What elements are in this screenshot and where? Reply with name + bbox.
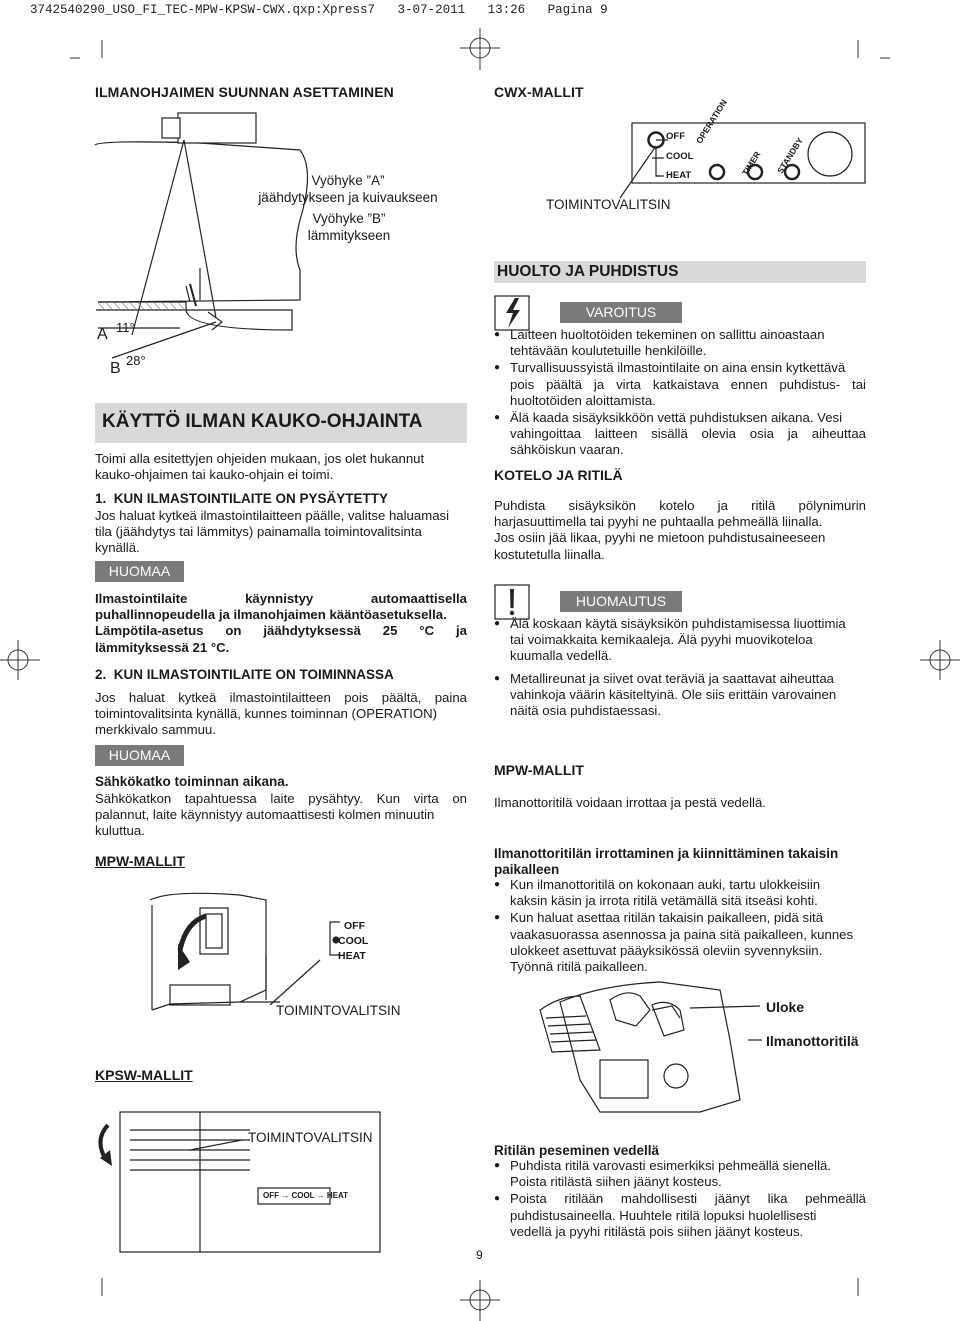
note2-line-2: palannut, laite käynnistyy automaattisesti kolmen minuutin xyxy=(95,807,435,823)
removal-2-line-2: vaakasuorassa asennossa ja paina sitä paikalleen, kunnes xyxy=(510,926,854,942)
step2-line-3: merkkivalo sammuu. xyxy=(95,722,216,738)
washing-title: Ritilän peseminen vedellä xyxy=(494,1143,660,1158)
kpsw-title: KPSW-MALLIT xyxy=(95,1067,193,1083)
page-number: 9 xyxy=(476,1248,483,1262)
casing-line-3: Jos osiin jää likaa, pyyhi ne mietoon puhdistusaineeseen xyxy=(494,530,826,546)
washing-list xyxy=(494,1158,866,1241)
washing-1-line-2: Poista ritilästä siihen jäänyt kosteus. xyxy=(510,1174,722,1190)
casing-line-1: Puhdista sisäyksikön kotelo ja ritilä pölynimurin xyxy=(494,498,866,513)
washing-item xyxy=(494,1158,866,1190)
caution-2-line-3: näitä osia puhdistaessasi. xyxy=(510,703,662,719)
washing-2-line-3: vedellä ja pyyhi ritilästä pois siihen jäänyt kosteus. xyxy=(510,1223,804,1239)
cwx-mode-cool: COOL xyxy=(666,151,694,162)
warning-3-line-2: vahingoittaa laitteen sisällä olevia osia ja aiheuttaa xyxy=(510,426,866,442)
kpsw-modes: OFF → COOL → HEAT xyxy=(263,1191,349,1200)
caution-1-line-2: tai voimakkaita kemikaaleja. Älä pyyhi muovikoteloa xyxy=(510,632,813,648)
zone-a-title: Vyöhyke ”A” xyxy=(311,173,385,188)
note-label-2: HUOMAA xyxy=(95,745,184,766)
casing-line-2: harjasuuttimella tai pyyhi ne puhtaalla pehmeällä liinalla. xyxy=(494,514,823,530)
zone-b-desc: lämmitykseen xyxy=(307,228,391,243)
note2-line-3: kuluttua. xyxy=(95,823,145,839)
step1-line-3: kynällä. xyxy=(95,540,140,556)
warning-2-line-3: huoltotöiden aloittamista. xyxy=(510,392,656,408)
warning-3-line-1: ● Älä kaada sisäyksikköön vettä puhdistuksen aikana. Vesi xyxy=(510,410,843,426)
angle-b-letter: B xyxy=(110,360,121,377)
note-label-1: HUOMAA xyxy=(95,561,184,582)
removal-2-line-3: ulokkeet asettuvat pääyksikössä oleviin syvennyksiin. xyxy=(510,942,823,958)
removal-title-line-1: Ilmanottoritilän irrottaminen ja kiinnittäminen takaisin xyxy=(494,846,839,861)
warning-label: VAROITUS xyxy=(560,302,682,323)
casing-line-4: kostutetulla liinalla. xyxy=(494,546,605,562)
note1-line-3: Lämpötila-asetus on jäähdytyksessä 25 °C ja xyxy=(95,623,467,639)
washing-1-line-1: ● Puhdista ritilä varovasti esimerkiksi pehmeällä sienellä. xyxy=(510,1158,832,1173)
zone-b-title: Vyöhyke ”B” xyxy=(312,211,386,226)
intro-line-1: Toimi alla esitettyjen ohjeiden mukaan, jos olet hukannut xyxy=(95,451,425,466)
cwx-led-operation: OPERATION xyxy=(694,97,729,146)
kpsw-selector-label: TOIMINTOVALITSIN xyxy=(248,1130,373,1145)
washing-2-line-1: ● Poista ritilään mahdollisesti jäänyt lika pehmeällä xyxy=(510,1191,866,1207)
step2-line-2: toimintovalitsinta kynällä, kunnes toiminnan (OPERATION) xyxy=(95,706,438,722)
step2-title: 2. KUN ILMASTOINTILAITE ON TOIMINNASSA xyxy=(95,667,394,682)
note2-line-1: Sähkökatkon tapahtuessa laite pysähtyy. Kun virta on xyxy=(95,791,467,806)
cwx-led-timer: TIMER xyxy=(740,149,763,178)
mpw-mode-heat-left: HEAT xyxy=(338,950,366,962)
note1-line-1: Ilmastointilaite käynnistyy automaattisella xyxy=(95,591,467,606)
casing-title: KOTELO JA RITILÄ xyxy=(494,467,623,483)
section-title-airflow: ILMANOHJAIMEN SUUNNAN ASETTAMINEN xyxy=(95,84,394,100)
caution-2-line-2: vahinkoja väärin käsiteltyinä. Ole siis erittäin varovainen xyxy=(510,686,837,702)
warning-1-line-1: ● Laitteen huoltotöiden tekeminen on sallittu ainoastaan xyxy=(510,327,825,342)
cwx-title: CWX-MALLIT xyxy=(494,84,584,100)
caution-label: HUOMAUTUS xyxy=(560,591,682,612)
mpw-text: Ilmanottoritilä voidaan irrottaa ja pestä vedellä. xyxy=(494,795,766,810)
angle-a-value: 11° xyxy=(116,320,135,335)
cwx-mode-heat: HEAT xyxy=(666,170,692,181)
zone-a-desc: jäähdytykseen ja kuivaukseen xyxy=(258,190,438,205)
intro-line-2: kauko-ohjaimen tai kauko-ohjain ei toimi. xyxy=(95,467,334,483)
step1-title: 1. KUN ILMASTOINTILAITE ON PYSÄYTETTY xyxy=(95,491,389,506)
step1-line-1: Jos haluat kytkeä ilmastointilaitteen päälle, valitse haluamasi xyxy=(95,508,450,523)
mpw-title-right: MPW-MALLIT xyxy=(494,762,584,778)
note1-line-4: lämmityksessä 21 °C. xyxy=(95,639,230,655)
step1-line-2: tila (jäähdytys tai lämmitys) painamalla toimintovalitsinta xyxy=(95,524,422,540)
print-header: 3742540290_USO_FI_TEC-MPW-KPSW-CWX.qxp:Xpress7 3-07-2011 13:26 Pagina 9 xyxy=(30,3,608,17)
caution-2-line-1: ● Metallireunat ja siivet ovat teräviä ja saattavat aiheuttaa xyxy=(510,670,835,686)
removal-2-line-1: ● Kun haluat asettaa ritilän takaisin paikalleen, pidä sitä xyxy=(510,910,824,926)
removal-2-line-4: Työnnä ritilä paikalleen. xyxy=(510,959,648,975)
mpw-mode-cool-left: COOL xyxy=(338,935,369,947)
warning-2-line-1: ● Turvallisuussyistä ilmastointilaite on aina ensin kytkettävä xyxy=(510,360,846,376)
removal-1-line-2: kaksin käsin ja irrota ritilä vetämällä sitä itseäsi kohti. xyxy=(510,893,818,909)
caution-1-line-3: kuumalla vedellä. xyxy=(510,648,612,664)
removal-1-line-1: ● Kun ilmanottoritilä on kokonaan auki, tartu ulokkeisiin xyxy=(510,877,821,892)
mpw-mode-off-left: OFF xyxy=(344,920,365,932)
angle-a-letter: A xyxy=(97,326,108,343)
mpw-title-left: MPW-MALLIT xyxy=(95,853,185,869)
no-remote-title: KÄYTTÖ ILMAN KAUKO-OHJAINTA xyxy=(95,403,467,443)
note2-title: Sähkökatko toiminnan aikana. xyxy=(95,774,289,789)
warning-3-line-3: sähköiskun vaaran. xyxy=(510,442,624,458)
service-title: HUOLTO JA PUHDISTUS xyxy=(494,261,866,283)
step2-line-1: Jos haluat kytkeä ilmastointilaitteen pois päältä, paina xyxy=(95,690,467,705)
mpw-selector-label: TOIMINTOVALITSIN xyxy=(276,1003,401,1018)
cwx-led-standby: STANDBY xyxy=(775,135,805,176)
note1-line-2: puhallinnopeudella ja ilmanohjaimen kääntöasetuksella. xyxy=(95,607,447,623)
removal-title-line-2: paikalleen xyxy=(494,862,560,877)
warning-2-line-2: pois päältä ja virta katkaistava ennen puhdistus- tai xyxy=(510,376,866,392)
washing-item xyxy=(494,1191,866,1240)
caution-1-line-1: ● Älä koskaan käytä sisäyksikön puhdistamisessa liuottimia xyxy=(510,616,846,631)
warning-1-line-2: tehtävään koulutetuille henkilöille. xyxy=(510,343,707,359)
cwx-selector-label: TOIMINTOVALITSIN xyxy=(546,197,671,212)
washing-2-line-2: puhdistusaineella. Huuhtele ritilä lopuksi huolellisesti xyxy=(510,1207,817,1223)
uloke-label: Uloke xyxy=(766,999,805,1015)
cwx-mode-off: OFF xyxy=(666,131,685,142)
grille-label: Ilmanottoritilä xyxy=(766,1033,859,1049)
angle-b-value: 28° xyxy=(126,353,146,368)
